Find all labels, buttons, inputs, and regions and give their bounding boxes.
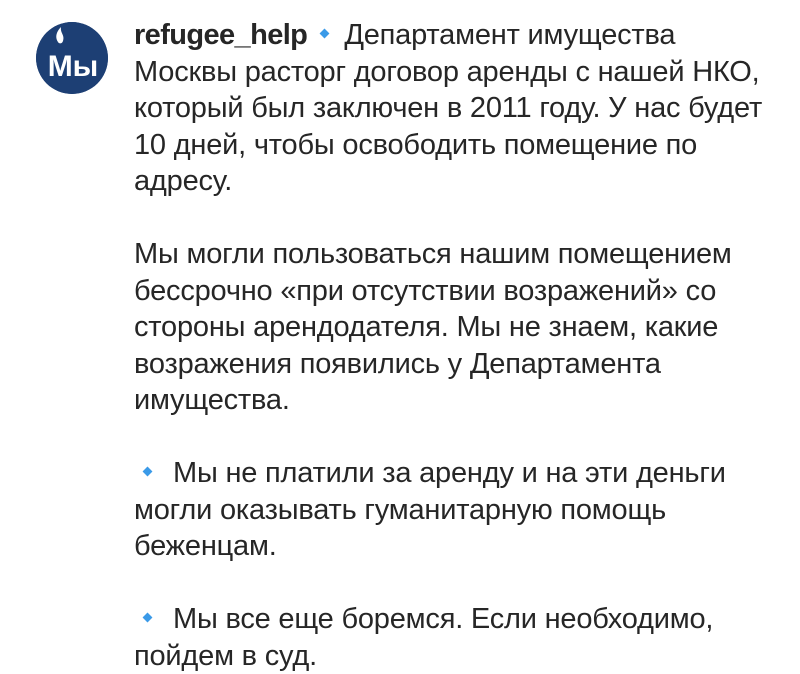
paragraph-spacer (134, 565, 774, 602)
small-blue-diamond-icon (143, 466, 153, 476)
profile-avatar[interactable] (36, 22, 108, 94)
username-link[interactable]: refugee_help (134, 19, 308, 51)
avatar-logo-image (36, 22, 108, 94)
paragraph-1-text: Департамент имущества Москвы расторг договор аренды с нашей НКО, который был заключен в 2011 году. У нас будет 10 дней, чтобы освободить помещение по адресу. (134, 19, 763, 197)
avatar-logo-text: Мы (47, 50, 99, 83)
paragraph-3-text: Мы не платили за аренду и на эти деньги могли оказывать гуманитарную помощь беженцам. (134, 457, 726, 562)
caption-paragraph-3 (134, 455, 774, 565)
caption-paragraph-4 (134, 601, 774, 674)
small-blue-diamond-icon (320, 28, 330, 38)
caption-text-block (134, 17, 774, 674)
caption-paragraph-1 (134, 17, 774, 200)
paragraph-2-text: Мы могли пользоваться нашим помещением бессрочно «при отсутствии возражений» со стороны арендодателя. Мы не знаем, какие возражения появились у Департамента имущества. (134, 238, 732, 416)
paragraph-spacer (134, 419, 774, 456)
paragraph-4-text: Мы все еще боремся. Если необходимо, пойдем в суд. (134, 603, 714, 672)
caption-paragraph-2 (134, 236, 774, 419)
small-blue-diamond-icon (143, 612, 153, 622)
paragraph-spacer (134, 200, 774, 237)
